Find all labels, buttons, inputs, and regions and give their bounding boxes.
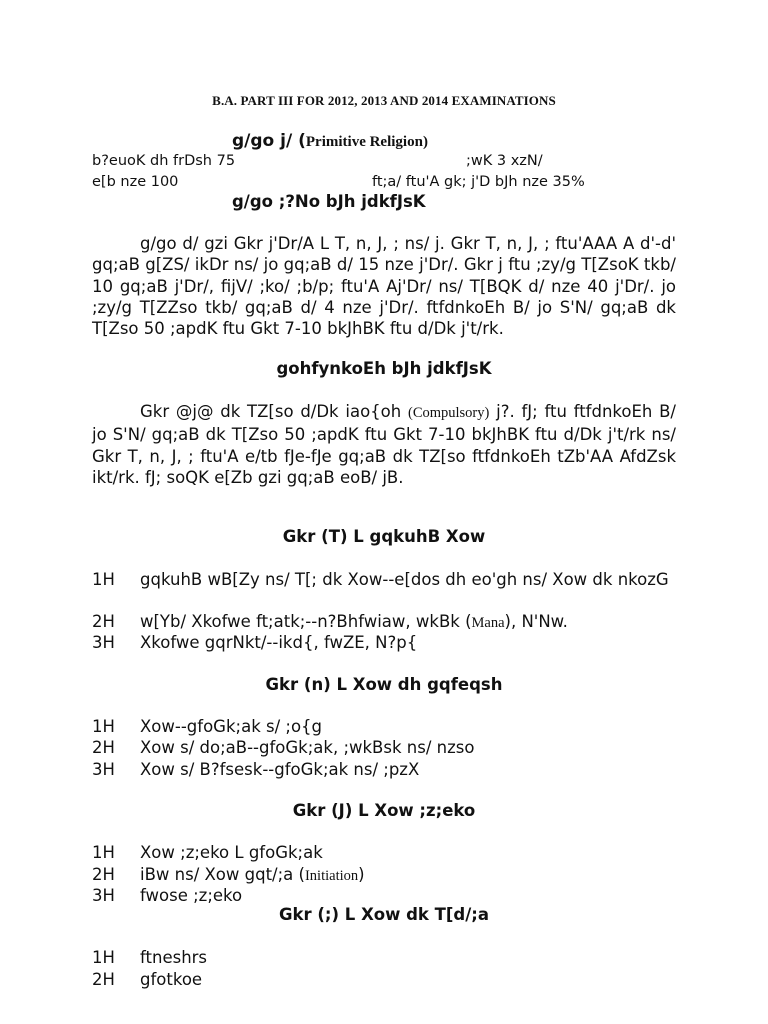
item-text: Xow s/ do;aB--gfoGk;ak, ;wkBsk ns/ nzso (140, 738, 475, 757)
paragraph-candidate-instructions (92, 401, 676, 488)
item-text: Xow--gfoGk;ak s/ ;o{g (140, 717, 323, 736)
paragraph-paper-setter-instructions (92, 233, 676, 339)
item-number: 1H (92, 570, 115, 589)
item-text: fwose ;z;eko (140, 886, 243, 905)
list-item (92, 886, 242, 905)
item-text: gfotkoe (140, 970, 203, 989)
section-title-candidates: gohfynkoEh bJh jdkfJsK (276, 359, 492, 378)
list-item (92, 760, 419, 779)
subject-title-hindi: g/go j/ ( (232, 131, 306, 151)
subject-title (232, 131, 428, 151)
item-number: 2H (92, 738, 115, 757)
list-item (92, 970, 202, 989)
item-number: 3H (92, 886, 115, 905)
list-item (92, 569, 692, 591)
item-text-after: ) (358, 865, 365, 884)
item-text: iBw ns/ Xow gqt/;a ( (140, 865, 305, 884)
item-number: 1H (92, 717, 115, 736)
paragraph-text-a: Gkr @j@ dk TZ[so d/Dk iao{oh (140, 402, 408, 421)
section-title-part-n: Gkr (n) L Xow dh gqfeqsh (265, 675, 503, 694)
item-text: Xow s/ B?fsesk--gfoGk;ak ns/ ;pzX (140, 760, 420, 779)
item-number: 1H (92, 843, 115, 862)
item-number: 2H (92, 612, 115, 631)
item-number: 3H (92, 760, 115, 779)
meta-total-marks: e[b nze 100 (92, 174, 179, 190)
item-text-after: ), N'Nw. (504, 612, 568, 631)
meta-pass-marks: ft;a/ ftu'A gk; j'D bJh nze 35% (372, 174, 585, 190)
section-title-part-j: Gkr (J) L Xow ;z;eko (292, 801, 476, 820)
list-item (92, 948, 207, 967)
item-text-en: Initiation (304, 868, 359, 884)
list-item (92, 865, 365, 885)
subject-title-close: ) (422, 134, 428, 150)
list-item (92, 717, 322, 736)
section-title-part-t: Gkr (T) L gqkuhB Xow (282, 527, 486, 546)
list-item (92, 738, 474, 757)
paragraph-text: g/go d/ gzi Gkr j'Dr/A L T, n, J, ; ns/ j. Gkr T, n, J, ; ftu'AAA A d'-d' gq;aB g[ZS/ ikDr ns/ jo gq;aB d/ 15 nze j'Dr/. Gkr j ftu ;zy/g T[ZsoK tkb/ 10 gq;aB j'Dr/, fijV/ ;ko/ ;b/p; ftu'A Aj'Dr/ ns/ T[BQK d/ nze 40 j'Dr/. jo ;zy/g T[ZZso tkb/ gq;aB d/ 4 nze j'Dr/. ftfdnkoEh B/ jo S'N/ gq;aB dk T[Zso 50 ;apdK ftu Gkt 7-10 bkJhBK ftu d/Dk j't/rk. (92, 234, 676, 339)
paragraph-text-en: (Compulsory) (407, 405, 490, 421)
paragraph-text-b: j?. fJ; ftu ftfdnkoEh B/ jo S'N/ gq;aB dk T[Zso 50 ;apdK ftu Gkt 7-10 bkJhBK ftu d/Dk j't/rk ns/ Gkr T, n, J, ; ftu'A e/tb fJe-fJe gq;aB dk TZ[so ftfdnkoEh tZb'AA AfdZsk ikt/rk. fJ; soQK e[Zb gzi gq;aB eoB/ jB. (92, 402, 676, 487)
exam-header: B.A. PART III FOR 2012, 2013 AND 2014 EXAMINATIONS (212, 93, 556, 108)
list-item (92, 633, 417, 652)
list-item (92, 843, 323, 862)
item-number: 1H (92, 948, 115, 967)
section-title-part-s: Gkr (;) L Xow dk T[d/;a (278, 905, 490, 924)
item-text: gqkuhB wB[Zy ns/ T[; dk Xow--e[dos dh eo'gh ns/ Xow dk nkozG (140, 570, 669, 589)
item-text: ftneshrs (140, 948, 208, 967)
item-text-en: Mana (471, 615, 505, 631)
item-text: Xkofwe gqrNkt/--ikd{, fwZE, N?p{ (140, 633, 418, 652)
item-number: 3H (92, 633, 115, 652)
item-text: Xow ;z;eko L gfoGk;ak (140, 843, 323, 862)
item-number: 2H (92, 865, 115, 884)
subject-title-english: Primitive Religion (305, 134, 423, 150)
item-text: w[Yb/ Xkofwe ft;atk;--n?Bhfwiaw, wkBk ( (140, 612, 472, 631)
meta-max-marks: b?euoK dh frDsh 75 (92, 153, 236, 169)
section-title-paper-setter: g/go ;?No bJh jdkfJsK (232, 192, 426, 211)
meta-time: ;wK 3 xzN/ (466, 153, 543, 169)
list-item (92, 612, 568, 632)
item-number: 2H (92, 970, 115, 989)
